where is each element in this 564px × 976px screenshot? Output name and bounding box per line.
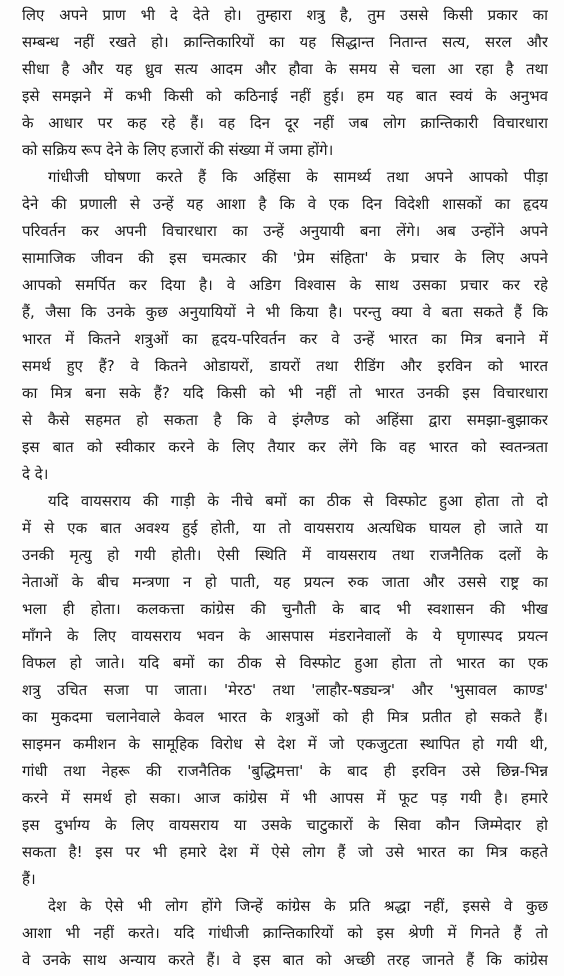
text-line: इस बात को स्वीकार करने के लिए तैयार कर लेंगे कि वह भारत को स्वतन्त्रता bbox=[22, 438, 548, 456]
text-line: आशा भी नहीं करते। यदि गांधीजी क्रान्तिकारियों को इस श्रेणी में गिनते हैं तो bbox=[22, 924, 548, 942]
text-line: में से एक बात अवश्य हुई होती, या तो वायसराय अत्यधिक घायल हो जाते या bbox=[22, 519, 548, 537]
text-line: इस दुर्भाग्य के लिए वायसराय या उसके चाटुकारों के सिवा कौन जिम्मेदार हो bbox=[22, 816, 548, 834]
text-line: हैं, जैसा कि उनके कुछ अनुयायियों ने भी किया है। परन्तु क्या वे बता सकते हैं कि bbox=[22, 303, 548, 321]
text-line: के आधार पर कह रहे हैं। वह दिन दूर नहीं जब लोग क्रान्तिकारी विचारधारा bbox=[22, 114, 548, 132]
text-line: नेताओं के बीच मन्त्रणा न हो पाती, यह प्रयत्न रुक जाता और उससे राष्ट्र का bbox=[22, 573, 548, 591]
text-line: परिवर्तन कर अपनी विचारधारा का उन्हें अनुयायी बना लेंगे। अब उन्होंने अपने bbox=[22, 222, 548, 240]
text-line: भला ही होता। कलकत्ता कांग्रेस की चुनौती के बाद भी स्वशासन की भीख bbox=[22, 600, 548, 618]
paragraph-4 bbox=[22, 893, 548, 974]
paragraph-3 bbox=[22, 488, 548, 893]
paragraph-2 bbox=[22, 164, 548, 488]
text-line: विफल हो जाते। यदि बमों का ठीक से विस्फोट हुआ होता तो भारत का एक bbox=[22, 654, 548, 672]
text-line: शत्रु उचित सजा पा जाता। 'मेरठ' तथा 'लाहौर-षड्यन्त्र' और 'भुसावल काण्ड' bbox=[22, 681, 548, 699]
text-line: सकता है! इस पर भी हमारे देश में ऐसे लोग हैं जो उसे भारत का मित्र कहते bbox=[22, 843, 548, 861]
text-line: का मुकदमा चलानेवाले केवल भारत के शत्रुओं को ही मित्र प्रतीत हो सकते हैं। bbox=[22, 708, 548, 726]
text-line: लिए अपने प्राण भी दे देते हो। तुम्हारा शत्रु है, तुम उससे किसी प्रकार का bbox=[22, 6, 548, 24]
text-line: दे दे। bbox=[22, 465, 49, 483]
text-line: उनकी मृत्यु हो गयी होती। ऐसी स्थिति में वायसराय तथा राजनैतिक दलों के bbox=[22, 546, 548, 564]
text-line: साइमन कमीशन के सामूहिक विरोध से देश में जो एकजुटता स्थापित हो गयी थी, bbox=[22, 735, 548, 753]
text-line: गांधीजी घोषणा करते हैं कि अहिंसा के सामर्थ्य तथा अपने आपको पीड़ा bbox=[48, 168, 548, 186]
text-line: गांधी तथा नेहरू की राजनैतिक 'बुद्धिमत्ता' के बाद ही इरविन उसे छिन्न-भिन्न bbox=[22, 762, 548, 780]
paragraph-1 bbox=[22, 2, 548, 164]
text-line: वे उनके साथ अन्याय करते हैं। वे इस बात को अच्छी तरह जानते हैं कि कांग्रेस bbox=[22, 951, 548, 969]
text-line: से कैसे सहमत हो सकता है कि वे इंग्लैण्ड को अहिंसा द्वारा समझा-बुझाकर bbox=[22, 411, 548, 429]
text-line: सम्बन्ध नहीं रखते हो। क्रान्तिकारियों का यह सिद्धान्त नितान्त सत्य, सरल और bbox=[22, 33, 548, 51]
text-line: सीधा है और यह ध्रुव सत्य आदम और हौवा के समय से चला आ रहा है तथा bbox=[22, 60, 548, 78]
text-line: भारत में कितने शत्रुओं का हृदय-परिवर्तन कर वे उन्हें भारत का मित्र बनाने में bbox=[22, 330, 548, 348]
text-line: सामाजिक जीवन की इस चमत्कार की 'प्रेम संहिता' के प्रचार के लिए अपने bbox=[22, 249, 548, 267]
text-line: करने में समर्थ हो सका। आज कांग्रेस में भी आपस में फूट पड़ गयी है। हमारे bbox=[22, 789, 548, 807]
text-line: देश के ऐसे भी लोग होंगे जिन्हें कांग्रेस के प्रति श्रद्धा नहीं, इससे वे कुछ bbox=[48, 897, 548, 915]
text-line: समर्थ हुए हैं? वे कितने ओडायरों, डायरों तथा रीडिंग और इरविन को भारत bbox=[22, 357, 548, 375]
text-line: इसे समझने में कभी किसी को कठिनाई नहीं हुई। हम यह बात स्वयं के अनुभव bbox=[22, 87, 548, 105]
text-line: को सक्रिय रूप देने के लिए हजारों की संख्या में जमा होंगे। bbox=[22, 141, 334, 159]
text-line: का मित्र बना सके हैं? यदि किसी को भी नहीं तो भारत उनकी इस विचारधारा bbox=[22, 384, 548, 402]
text-line: आपको समर्पित कर दिया है। वे अडिग विश्वास के साथ उसका प्रचार कर रहे bbox=[22, 276, 548, 294]
text-line: यदि वायसराय की गाड़ी के नीचे बमों का ठीक से विस्फोट हुआ होता तो दो bbox=[48, 492, 548, 510]
text-line: देने की प्रणाली से उन्हें यह आशा है कि वे एक दिन विदेशी शासकों का हृदय bbox=[22, 195, 548, 213]
text-line: माँगने के लिए वायसराय भवन के आसपास मंडरानेवालों के ये घृणास्पद प्रयत्न bbox=[22, 627, 548, 645]
text-line: हैं। bbox=[22, 870, 36, 888]
page-body-text bbox=[22, 2, 548, 974]
